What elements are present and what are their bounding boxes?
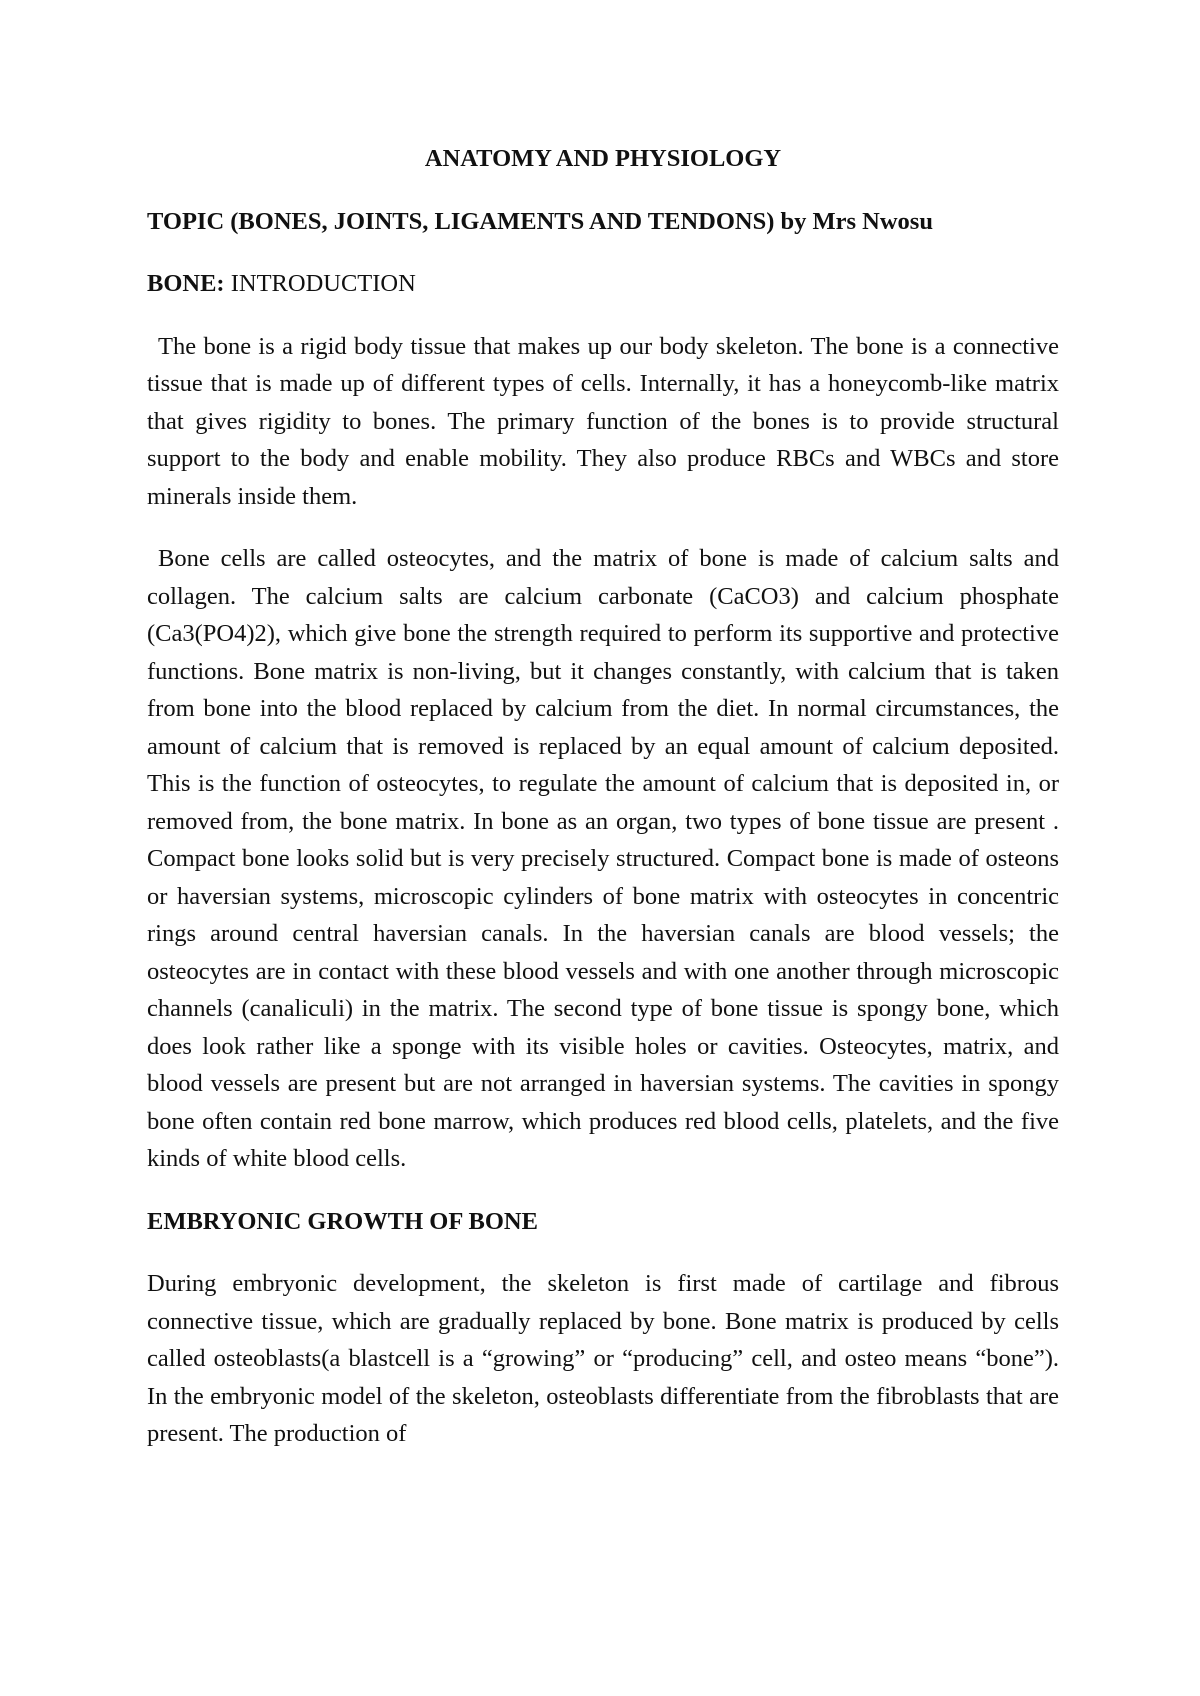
document-title: ANATOMY AND PHYSIOLOGY [424, 145, 782, 172]
embryonic-section-heading: EMBRYONIC GROWTH OF BONE [147, 1207, 538, 1235]
bone-intro-paragraph: The bone is a rigid body tissue that makes up our body skeleton. The bone is a connective tissue that is made up of different types of cells. Internally, it has a honeycomb-like matrix that gives rigidity to bones. The primary function of the bones is to provide structural support to the body and enable mobility. They also produce RBCs and WBCs and store minerals inside them. [147, 332, 1059, 510]
bone-section-heading [147, 265, 1059, 303]
bone-cells-paragraph: Bone cells are called osteocytes, and the matrix of bone is made of calcium salts and collagen. The calcium salts are calcium carbonate (CaCO3) and calcium phosphate (Ca3(PO4)2), which give bone the strength required to perform its supportive and protective functions. Bone matrix is non-living, but it changes constantly, with calcium that is taken from bone into the blood replaced by calcium from the diet. In normal circumstances, the amount of calcium that is removed is replaced by an equal amount of calcium deposited. This is the function of osteocytes, to regulate the amount of calcium that is deposited in, or removed from, the bone matrix. In bone as an organ, two types of bone tissue are present . Compact bone looks solid but is very precisely structured. Compact bone is made of osteons or haversian systems, microscopic cylinders of bone matrix with osteocytes in concentric rings around central haversian canals. In the haversian canals are blood vessels; the osteocytes are in contact with these blood vessels and with one another through microscopic channels (canaliculi) in the matrix. The second type of bone tissue is spongy bone, which does look rather like a sponge with its visible holes or cavities. Osteocytes, matrix, and blood vessels are present but are not arranged in haversian systems. The cavities in spongy bone often contain red bone marrow, which produces red blood cells, platelets, and the five kinds of white blood cells. [147, 545, 1059, 1172]
document-page [147, 140, 1059, 1478]
topic-heading: TOPIC (BONES, JOINTS, LIGAMENTS AND TENDONS) by Mrs Nwosu [147, 207, 933, 235]
bone-heading-rest: INTRODUCTION [224, 270, 416, 297]
embryonic-paragraph: During embryonic development, the skeleton is first made of cartilage and fibrous connective tissue, which are gradually replaced by bone. Bone matrix is produced by cells called osteoblasts(a blastcell is a “growing” or “producing” cell, and osteo means “bone”). In the embryonic model of the skeleton, osteoblasts differentiate from the fibroblasts that are present. The production of [147, 1270, 1059, 1447]
bone-heading-label: BONE: [147, 270, 225, 297]
